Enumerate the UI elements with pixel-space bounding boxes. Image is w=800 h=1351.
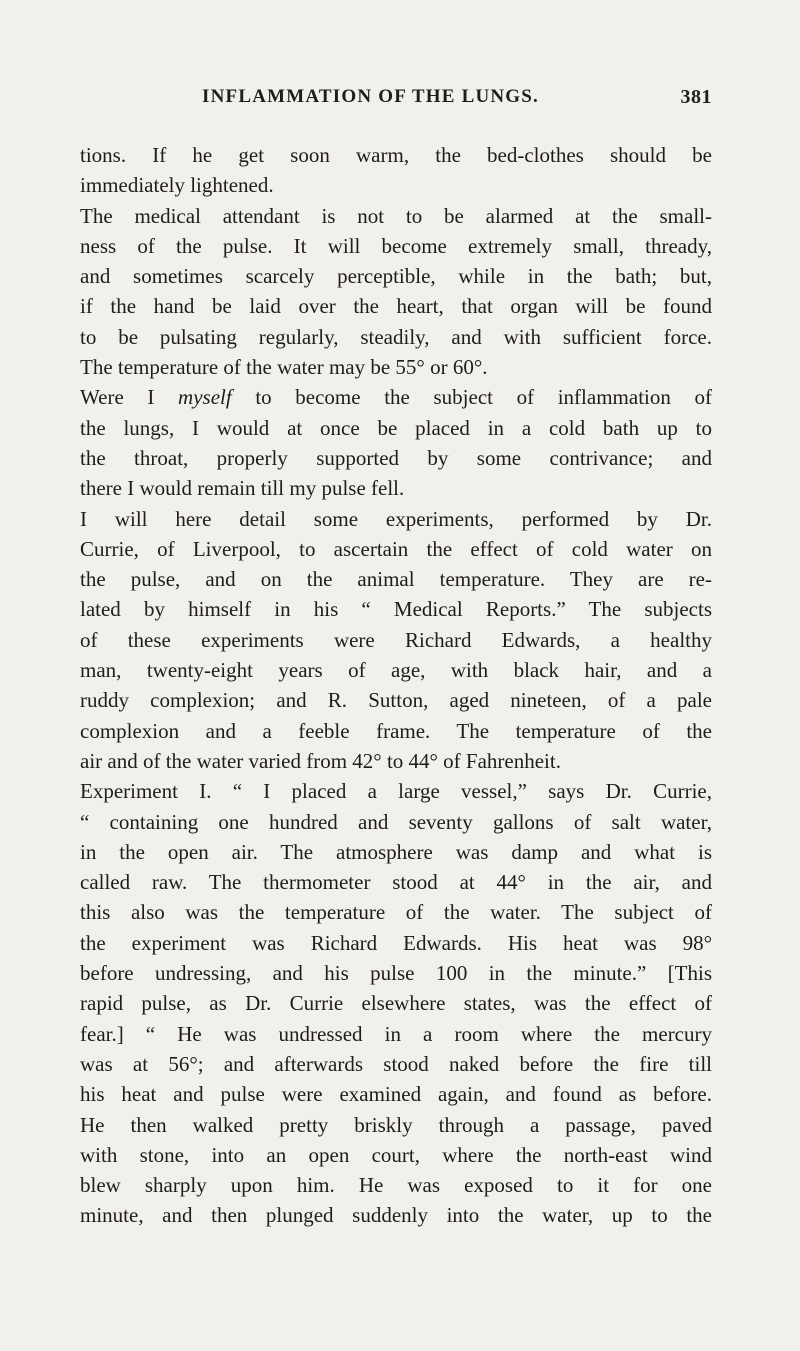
- running-title: INFLAMMATION OF THE LUNGS.: [202, 86, 539, 107]
- text-line: with stone, into an open court, where the north-east wind: [80, 1142, 712, 1167]
- body-text: [80, 140, 712, 1231]
- text-line: tions. If he get soon warm, the bed-clothes should be: [80, 143, 712, 167]
- text-run: to become the subject of inflammation of: [231, 385, 712, 410]
- text-line: I will here detail some experiments, performed by Dr.: [80, 506, 712, 531]
- text-line: of these experiments were Richard Edwards, a healthy: [80, 627, 712, 652]
- text-line: ness of the pulse. It will become extremely small, thready,: [80, 233, 712, 258]
- text-line: his heat and pulse were examined again, and found as before.: [80, 1082, 712, 1107]
- text-line: the lungs, I would at once be placed in a cold bath up to: [80, 415, 712, 440]
- text-line-emphasis: [80, 382, 712, 412]
- text-line: this also was the temperature of the water. The subject of: [80, 900, 712, 925]
- text-line: rapid pulse, as Dr. Currie elsewhere states, was the effect of: [80, 991, 712, 1016]
- text-line: the pulse, and on the animal temperature. They are re-: [80, 567, 712, 592]
- italic-run: myself: [178, 385, 232, 410]
- text-line: “ containing one hundred and seventy gallons of salt water,: [80, 809, 712, 834]
- text-line: immediately lightened.: [80, 173, 274, 198]
- text-line: called raw. The thermometer stood at 44° in the air, and: [80, 870, 712, 895]
- text-line: in the open air. The atmosphere was damp and what is: [80, 839, 712, 864]
- text-line: there I would remain till my pulse fell.: [80, 476, 405, 501]
- text-line: the throat, properly supported by some contrivance; and: [80, 445, 712, 470]
- text-line: and sometimes scarcely perceptible, while in the bath; but,: [80, 264, 712, 289]
- text-line: blew sharply upon him. He was exposed to it for one: [80, 1173, 712, 1198]
- text-line: man, twenty-eight years of age, with black hair, and a: [80, 658, 712, 683]
- text-line: ruddy complexion; and R. Sutton, aged nineteen, of a pale: [80, 688, 712, 713]
- page-number: 381: [680, 86, 712, 108]
- text-line: if the hand be laid over the heart, that organ will be found: [80, 294, 712, 319]
- text-line: the experiment was Richard Edwards. His heat was 98°: [80, 930, 712, 955]
- text-line: The medical attendant is not to be alarmed at the small-: [80, 203, 712, 228]
- text-line: was at 56°; and afterwards stood naked before the fire till: [80, 1051, 712, 1076]
- text-line: The temperature of the water may be 55° or 60°.: [80, 355, 488, 380]
- text-line: complexion and a feeble frame. The temperature of the: [80, 718, 712, 743]
- text-line: air and of the water varied from 42° to 44° of Fahrenheit.: [80, 748, 561, 773]
- text-run: Were I: [80, 385, 179, 410]
- text-line: before undressing, and his pulse 100 in the minute.” [This: [80, 961, 712, 986]
- text-line: fear.] “ He was undressed in a room where the mercury: [80, 1021, 712, 1046]
- text-line: Experiment I. “ I placed a large vessel,” says Dr. Currie,: [80, 779, 712, 804]
- text-line: He then walked pretty briskly through a passage, paved: [80, 1112, 712, 1137]
- text-line: minute, and then plunged suddenly into the water, up to the: [80, 1203, 712, 1228]
- running-head: [80, 86, 712, 116]
- text-line: lated by himself in his “ Medical Reports.” The subjects: [80, 597, 712, 622]
- text-line: to be pulsating regularly, steadily, and with sufficient force.: [80, 324, 712, 349]
- text-line: Currie, of Liverpool, to ascertain the effect of cold water on: [80, 536, 712, 561]
